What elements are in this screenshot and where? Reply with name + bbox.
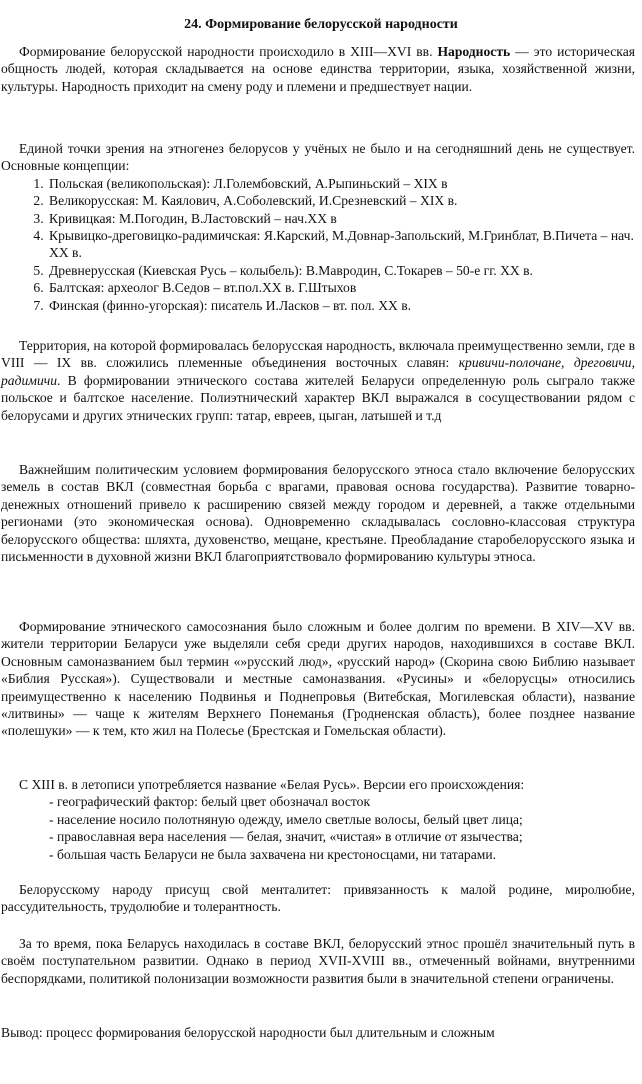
concept-item: 3. Кривицкая: М.Погодин, В.Ластовский – нач.XX в [47, 210, 635, 227]
political-paragraph: Важнейшим политическим условием формирования белорусского этноса стало включение белорусских земель в состав ВКЛ (совместная борьба с врагами, правовая основа государства). Развитие товарно-денежных отношений привело к расширению связей между городом и деревней, а также отдельными регионами (это экономическая основа). Одновременно складывалась сословно-классовая структура белорусского общества: шляхта, духовенство, мещане, крестьяне. Преобладание старобелорусского языка и письменности в духовной жизни ВКЛ благоприятствовало формированию культуры этноса. [1, 462, 635, 565]
development-paragraph: За то время, пока Беларусь находилась в составе ВКЛ, белорусский этнос прошёл значительный путь в своём поступательном развитии. Однако в период XVII-XVIII вв., отмеченный войнами, внутренними беспорядками, политикой полонизации возможности развития были в значительной степени ограничены. [1, 936, 635, 986]
white-russia-section [1, 776, 635, 863]
concepts-list [1, 175, 635, 314]
version-item: - православная вера населения — белая, значит, «чистая» в отличие от язычества; [49, 828, 635, 845]
version-item: - географический фактор: белый цвет обозначал восток [49, 793, 635, 810]
concept-item: 6. Балтская: археолог В.Седов – вт.пол.XX в. Г.Штыхов [47, 279, 635, 296]
self-awareness-paragraph: Формирование этнического самосознания было сложным и более долгим по времени. В XIV—XV вв. жители территории Беларуси уже выделяли себя среди других народов, находившихся в составе ВКЛ. Основным самоназванием был термин «»русский люд», «русский народ» (Скорина свою Библию называет «Библия Русская»). Существовали и местные самоназвания. «Русины» и «белорусцы» относились преимущественно к населению Подвинья и Поднепровья (Витебская, Могилевская области), название «литвины» — чаще к жителям Верхнего Понеманья (Гродненская область), более позднее название «полешуки» — к тем, кто жил на Полесье (Брестская и Гомельская области). [1, 619, 635, 739]
concept-item: 5. Древнерусская (Киевская Русь – колыбель): В.Мавродин, С.Токарев – 50-е гг. XX в. [47, 262, 635, 279]
concepts-section [1, 140, 635, 314]
concept-item: 4. Крывицко-дреговицко-радимичская: Я.Карский, М.Довнар-Запольский, М.Гринблат, В.Пичета – нач. XX в. [47, 227, 635, 262]
version-item: - большая часть Беларуси не была захвачена ни крестоносцами, ни татарами. [49, 846, 635, 863]
white-russia-intro: С XIII в. в летописи употребляется название «Белая Русь». Версии его происхождения: [19, 777, 525, 792]
concept-item: 7. Финская (финно-угорская): писатель И.Ласков – вт. пол. XX в. [47, 297, 635, 314]
intro-text: Формирование белорусской народности происходило в XIII—XVI вв. [19, 44, 438, 59]
conclusion: Вывод: процесс формирования белорусской народности был длительным и сложным [1, 1025, 495, 1040]
concept-item: 1. Польская (великопольская): Л.Голембовский, А.Рыпиньский – XIX в [47, 175, 635, 192]
mentality-paragraph: Белорусскому народу присущ свой менталитет: привязанность к малой родине, миролюбие, рассудительность, трудолюбие и толерантность. [1, 882, 635, 915]
intro-paragraph [1, 43, 635, 95]
concepts-intro: Единой точки зрения на этногенез белорусов у учёных не было и на сегодняшний день не существует. Основные концепции: [1, 141, 635, 174]
tribes-list: кривичи-полочане, дреговичи, радимичи [1, 355, 635, 388]
term-nationality: Народность [437, 44, 511, 59]
territory-paragraph: Территория, на которой формировалась белорусская народность, включала преимущественно земли, где в VIII — IX вв. сложились племенные объединения восточных славян: кривичи-полочане, дреговичи, радимичи. В формировании этнического состава жителей Беларуси определенную роль сыграло также польское и балтское население. Полиэтнический характер ВКЛ выражался в сосуществовании рядом с белорусами и других этнических групп: татар, евреев, цыган, латышей и т.д [1, 338, 635, 423]
section-title: 24. Формирование белорусской народности [184, 17, 458, 32]
version-item: - население носило полотняную одежду, имело светлые волосы, белый цвет лица; [49, 811, 635, 828]
concept-item: 2. Великорусская: М. Каялович, А.Соболевский, И.Срезневский – XIX в. [47, 192, 635, 209]
versions-list [1, 793, 635, 863]
intro-definition: — это историческая общность людей, которая складывается на основе единства территории, языка, хозяйственной жизни, культуры. Народность приходит на смену роду и племени и предшествует нации. [1, 44, 635, 94]
